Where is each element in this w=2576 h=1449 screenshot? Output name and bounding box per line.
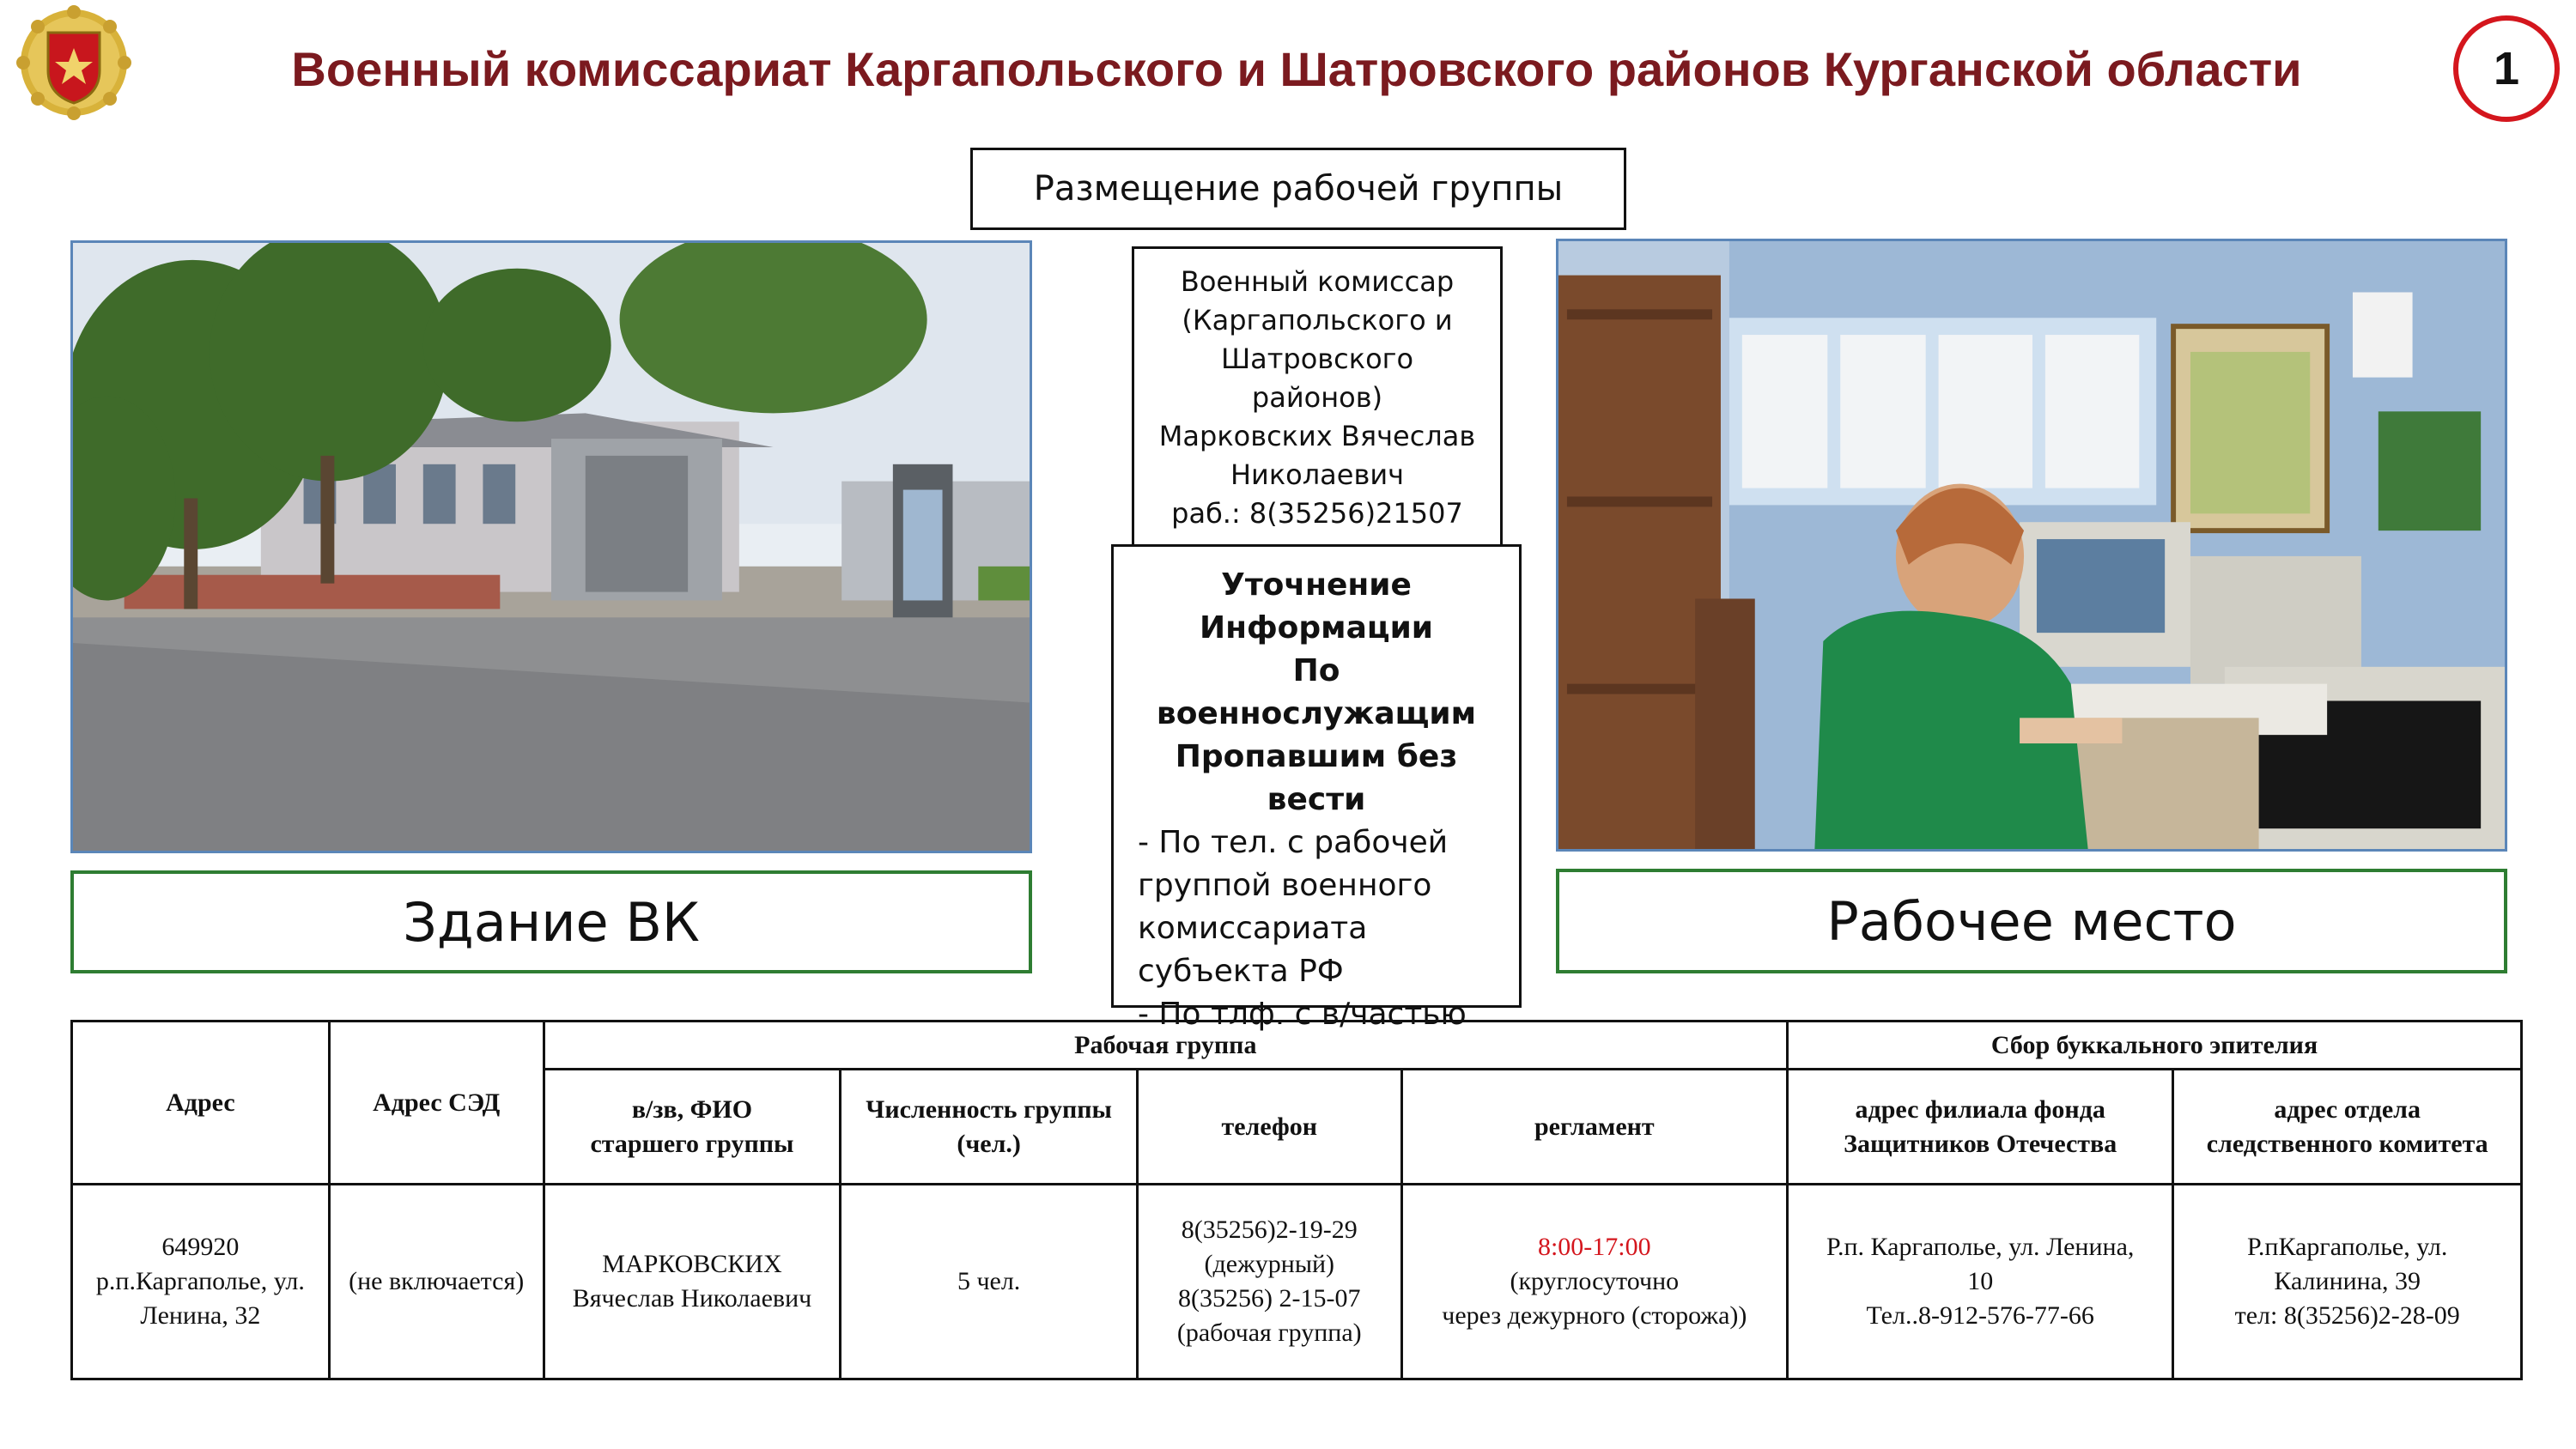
- cell-line: МАРКОВСКИХ: [602, 1250, 782, 1278]
- header-working-group: Рабочая группа: [544, 1022, 1787, 1070]
- cell-sed-address: (не включается): [329, 1185, 544, 1379]
- commissar-line: Военный комиссар: [1180, 265, 1455, 298]
- building-caption: Здание ВК: [70, 870, 1032, 973]
- info-item-line: - По тел. с рабочей: [1138, 825, 1449, 860]
- cell-line: (рабочая группа): [1176, 1319, 1362, 1347]
- cell-line: 10: [1967, 1267, 1994, 1295]
- header-line: в/зв, ФИО: [631, 1094, 753, 1124]
- cell-line: Ленина, 32: [140, 1301, 261, 1330]
- header-group-size: [841, 1070, 1138, 1185]
- header-line: адрес отдела: [2274, 1094, 2421, 1124]
- info-heading-line: Пропавшим без: [1175, 739, 1458, 774]
- header-sed-address: Адрес СЭД: [329, 1022, 544, 1185]
- cell-line: Калинина, 39: [2274, 1267, 2421, 1295]
- info-item-line: группой военного: [1138, 868, 1432, 903]
- commissar-line: Николаевич: [1230, 458, 1405, 491]
- header-schedule: регламент: [1401, 1070, 1787, 1185]
- info-item-line: - По тлф. с в/частью: [1138, 997, 1467, 1032]
- info-item-line: субъекта РФ: [1138, 954, 1344, 989]
- commissar-info-box: [1132, 246, 1503, 547]
- header-line: следственного комитета: [2206, 1129, 2488, 1158]
- header-line: Защитников Отечества: [1844, 1129, 2117, 1158]
- header-line: старшего группы: [590, 1129, 794, 1158]
- header-investigative-committee: [2173, 1070, 2522, 1185]
- header-line: (чел.): [957, 1129, 1021, 1158]
- cell-line: Р.пКаргаполье, ул.: [2246, 1233, 2448, 1261]
- info-heading: [1138, 564, 1495, 822]
- cell-line: 8(35256)2-19-29: [1181, 1216, 1358, 1244]
- cell-line: р.п.Каргаполье, ул.: [95, 1267, 305, 1295]
- table-row: [72, 1185, 2522, 1379]
- header-line: Численность группы: [866, 1094, 1112, 1124]
- cell-schedule: [1401, 1185, 1787, 1379]
- cell-line: (круглосуточно: [1510, 1267, 1680, 1295]
- header-fund-branch: [1788, 1070, 2173, 1185]
- cell-line: Р.п. Каргаполье, ул. Ленина,: [1826, 1233, 2135, 1261]
- info-heading-line: По военнослужащим: [1156, 653, 1477, 731]
- commissar-line: (Каргапольского и: [1182, 304, 1453, 336]
- commissar-line: Шатровского: [1220, 343, 1414, 375]
- cell-line: 649920: [161, 1233, 240, 1261]
- header-buccal-collection: Сбор буккального эпителия: [1788, 1022, 2522, 1070]
- page-number-badge: 1: [2453, 15, 2560, 122]
- workplace-caption: Рабочее место: [1556, 869, 2507, 973]
- cell-fund-branch: [1788, 1185, 2173, 1379]
- commissar-line: Марковских Вячеслав: [1158, 420, 1476, 452]
- info-item-line: комиссариата: [1138, 911, 1368, 946]
- cell-investigative-committee: [2173, 1185, 2522, 1379]
- cell-line: (дежурный): [1204, 1250, 1335, 1278]
- schedule-time: 8:00-17:00: [1537, 1233, 1651, 1261]
- info-heading-line: Информации: [1199, 610, 1434, 646]
- emblem-logo: [10, 2, 137, 124]
- commissar-phone: раб.: 8(35256)21507: [1171, 497, 1463, 530]
- cell-head-fio: [544, 1185, 841, 1379]
- cell-line: Тел..8-912-576-77-66: [1866, 1301, 2094, 1330]
- header-line: адрес филиала фонда: [1855, 1094, 2105, 1124]
- header-address: Адрес: [72, 1022, 330, 1185]
- cell-line: 8(35256) 2-15-07: [1178, 1284, 1361, 1313]
- cell-line: через дежурного (сторожа)): [1442, 1301, 1747, 1330]
- info-items: [1138, 822, 1495, 1036]
- working-group-table: [70, 1020, 2523, 1380]
- cell-group-size: 5 чел.: [841, 1185, 1138, 1379]
- commissar-line: районов): [1251, 381, 1383, 414]
- building-photo: [70, 240, 1032, 853]
- cell-line: тел: 8(35256)2-28-09: [2234, 1301, 2460, 1330]
- cell-address: [72, 1185, 330, 1379]
- page-title: Военный комиссариат Каргапольского и Шатровского районов Курганской области: [291, 42, 2302, 96]
- cell-phone: [1137, 1185, 1401, 1379]
- section-subtitle: Размещение рабочей группы: [970, 148, 1626, 230]
- header-phone: телефон: [1137, 1070, 1401, 1185]
- workplace-photo: [1556, 239, 2507, 852]
- cell-line: Вячеслав Николаевич: [572, 1284, 812, 1313]
- info-heading-line: Уточнение: [1221, 567, 1412, 603]
- info-heading-line: вести: [1267, 782, 1366, 817]
- clarification-info-box: [1111, 544, 1522, 1032]
- header-head-fio: [544, 1070, 841, 1185]
